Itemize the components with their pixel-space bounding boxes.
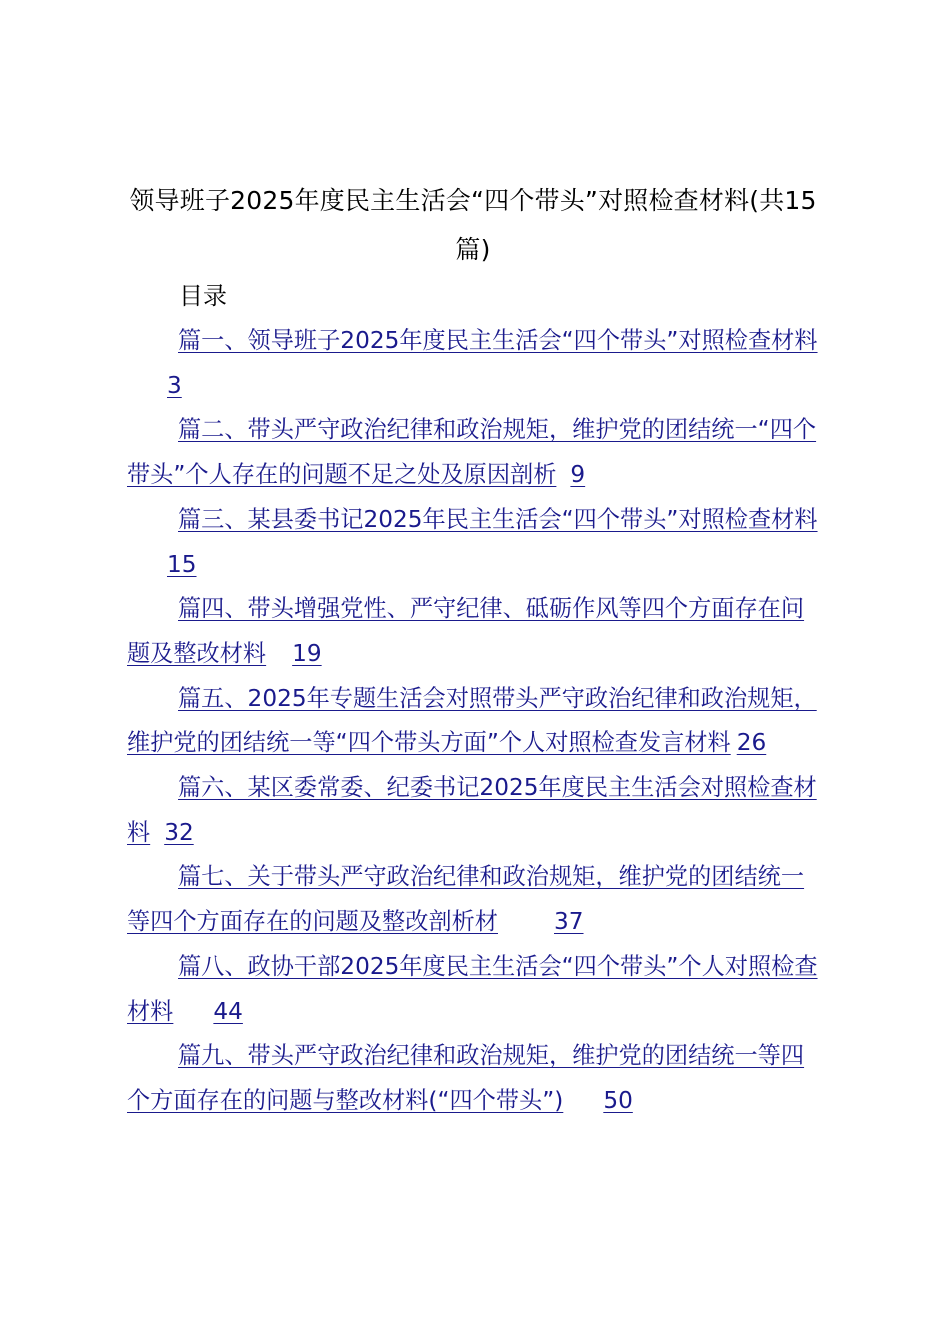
toc-page-number: 50 (603, 1086, 633, 1114)
toc-item (127, 677, 819, 766)
toc-item (127, 319, 819, 408)
toc-item (127, 1034, 819, 1123)
toc-entry-label: 篇四、带头增强党性、严守纪律、砥砺作风等四个方面存在问题及整改材料 (127, 595, 805, 667)
toc-entry-label: 篇二、带头严守政治纪律和政治规矩，维护党的团结统一“四个带头”个人存在的问题不足之处及原因剖析 (127, 416, 817, 489)
toc-item (127, 766, 819, 855)
toc-link-1[interactable] (127, 319, 819, 408)
toc-entry-label: 篇六、某区委常委、纪委书记2025年度民主生活会对照检查材料 (127, 774, 817, 846)
toc-entry-label: 篇七、关于带头严守政治纪律和政治规矩，维护党的团结统一等四个方面存在的问题及整改剖析材 (127, 863, 805, 936)
toc-link-5[interactable] (127, 677, 819, 766)
toc-page-number: 44 (213, 997, 243, 1025)
toc-link-2[interactable] (127, 408, 819, 497)
toc-page-number: 32 (164, 818, 194, 846)
toc-link-8[interactable] (127, 945, 819, 1034)
document-title: 领导班子2025年度民主生活会“四个带头”对照检查材料(共15篇) (129, 186, 817, 264)
toc-page-number: 3 (167, 371, 182, 399)
toc-page-number: 9 (570, 461, 586, 489)
toc-item (127, 498, 819, 587)
toc-item (127, 945, 819, 1034)
toc-item (127, 587, 819, 676)
table-of-contents (127, 319, 819, 1124)
toc-link-3[interactable] (127, 498, 819, 587)
toc-item (127, 855, 819, 944)
toc-link-9[interactable] (127, 1034, 819, 1123)
toc-link-6[interactable] (127, 766, 819, 855)
toc-link-7[interactable] (127, 855, 819, 944)
toc-entry-label: 篇九、带头严守政治纪律和政治规矩，维护党的团结统一等四个方面存在的问题与整改材料(“四个带头”) (127, 1042, 805, 1114)
toc-page-number: 15 (167, 550, 197, 578)
toc-page-number: 26 (736, 729, 767, 757)
toc-link-4[interactable] (127, 587, 819, 676)
toc-entry-label: 篇八、政协干部2025年度民主生活会“四个带头”个人对照检查材料 (127, 952, 818, 1025)
toc-heading: 目录 (179, 282, 227, 310)
toc-entry-label: 篇五、2025年专题生活会对照带头严守政治纪律和政治规矩，维护党的团结统一等“四个带头方面”个人对照检查发言材料 (127, 684, 817, 757)
toc-entry-label: 篇一、领导班子2025年度民主生活会“四个带头”对照检查材料 (178, 327, 818, 354)
toc-page-number: 37 (554, 908, 584, 936)
toc-page-number: 19 (292, 639, 322, 667)
toc-item (127, 408, 819, 497)
toc-entry-label: 篇三、某县委书记2025年民主生活会“四个带头”对照检查材料 (178, 505, 818, 533)
